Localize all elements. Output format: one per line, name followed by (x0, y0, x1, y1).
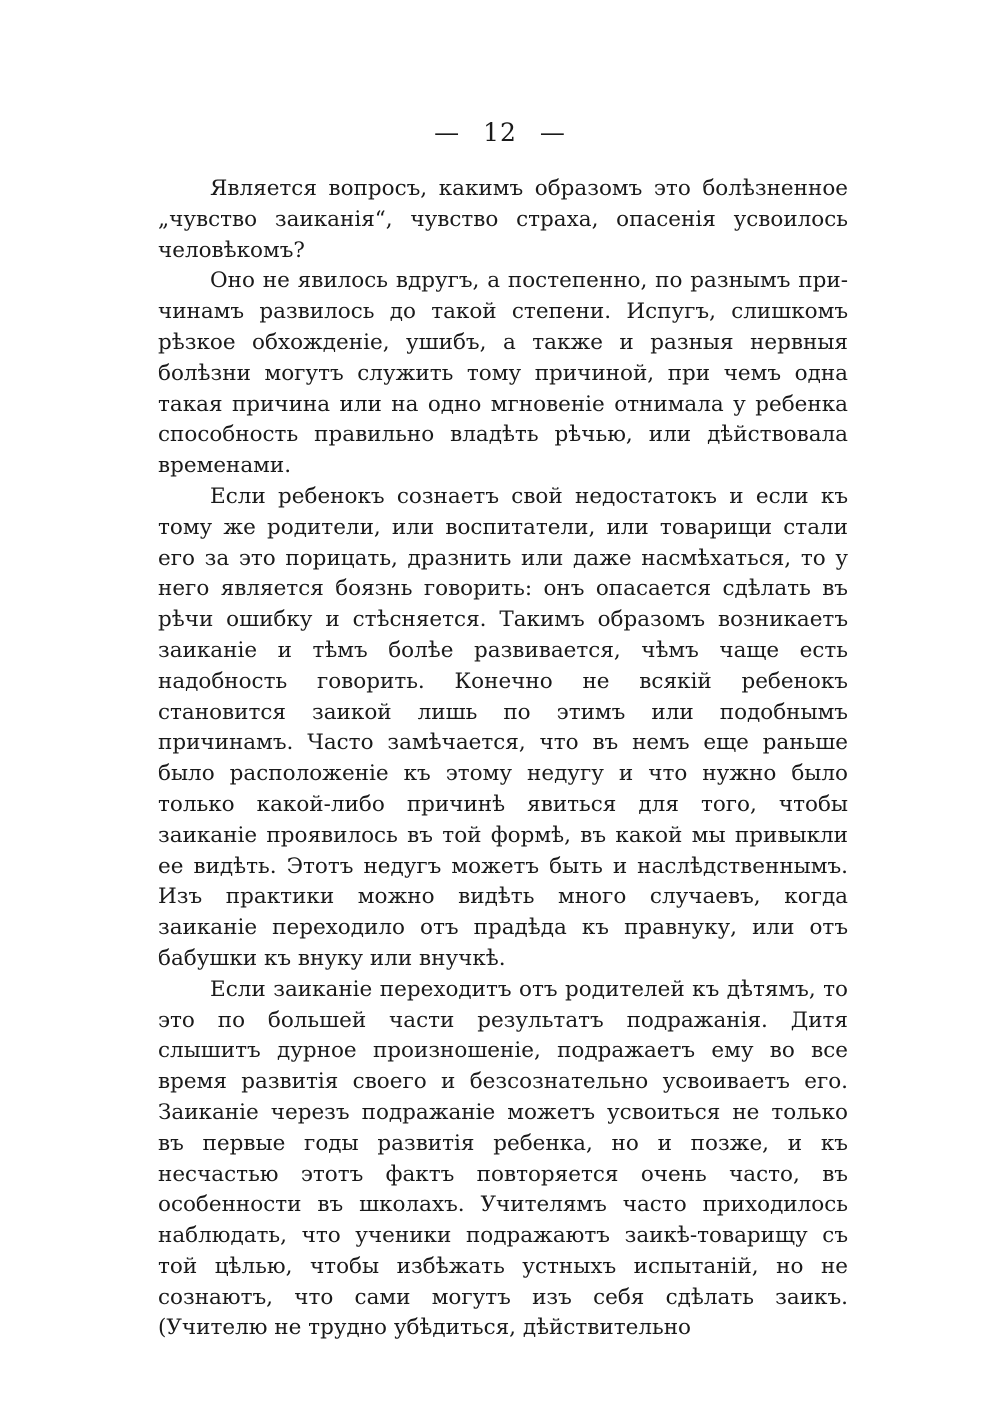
page-number: — 12 — (434, 118, 566, 147)
paragraph-1: Является вопросъ, какимъ образомъ это болѣзненное „чувство заиканія“, чувство страха, опасенія усвоилось человѣкомъ? (158, 176, 848, 263)
paragraph-4: Если заиканіе переходитъ отъ родителей къ дѣтямъ, то это по большей части результатъ подражанія. Дитя слышитъ дурное произношеніе, подражаетъ ему во все время развитія своего и безсознательно усвоиваетъ его. Заиканіе черезъ подражаніе можетъ усвоиться не только въ первые годы развитія ребенка, но и позже, и къ несчастью этотъ фактъ повторяется очень часто, въ особенности въ школахъ. Учителямъ часто приходилось наблюдать, что ученики подражаютъ заикѣ-товарищу съ той цѣлью, чтобы избѣжать устныхъ испытаній, но не сознаютъ, что сами могутъ изъ себя сдѣлать заикъ. (Учителю не трудно убѣдиться, дѣйствительно (158, 976, 848, 1341)
paragraph-2: Оно не явилось вдругъ, а постепенно, по разнымъ причинамъ развилось до такой степени. Испугъ, слишкомъ рѣзкое обхожденіе, ушибъ, а также и разныя нервныя болѣзни могутъ служить тому причиной, при чемъ одна такая причина или на одно мгновеніе отнимала у ребенка способность правильно владѣть рѣчью, или дѣйствовала временами. (158, 268, 848, 479)
body-text (158, 174, 848, 1344)
paragraph-3: Если ребенокъ сознаетъ свой недостатокъ и если къ тому же родители, или воспитатели, или товарищи стали его за это порицать, дразнить или даже насмѣхаться, то у него является боязнь говорить: онъ опасается сдѣлать въ рѣчи ошибку и стѣсняется. Такимъ образомъ возникаетъ заиканіе и тѣмъ болѣе развивается, чѣмъ чаще есть надобность говорить. Конечно не всякій ребенокъ становится заикой лишь по этимъ или подобнымъ причинамъ. Часто замѣчается, что въ немъ еще раньше было расположеніе къ этому недугу и что нужно было только какой-либо причинѣ явиться для того, чтобы заиканіе проявилось въ той формѣ, въ какой мы привыкли ее видѣть. Этотъ недугъ можетъ быть и наслѣдственнымъ. Изъ практики можно видѣть много случаевъ, когда заиканіе переходило отъ прадѣда къ правнуку, или отъ бабушки къ внуку или внучкѣ. (158, 483, 848, 971)
